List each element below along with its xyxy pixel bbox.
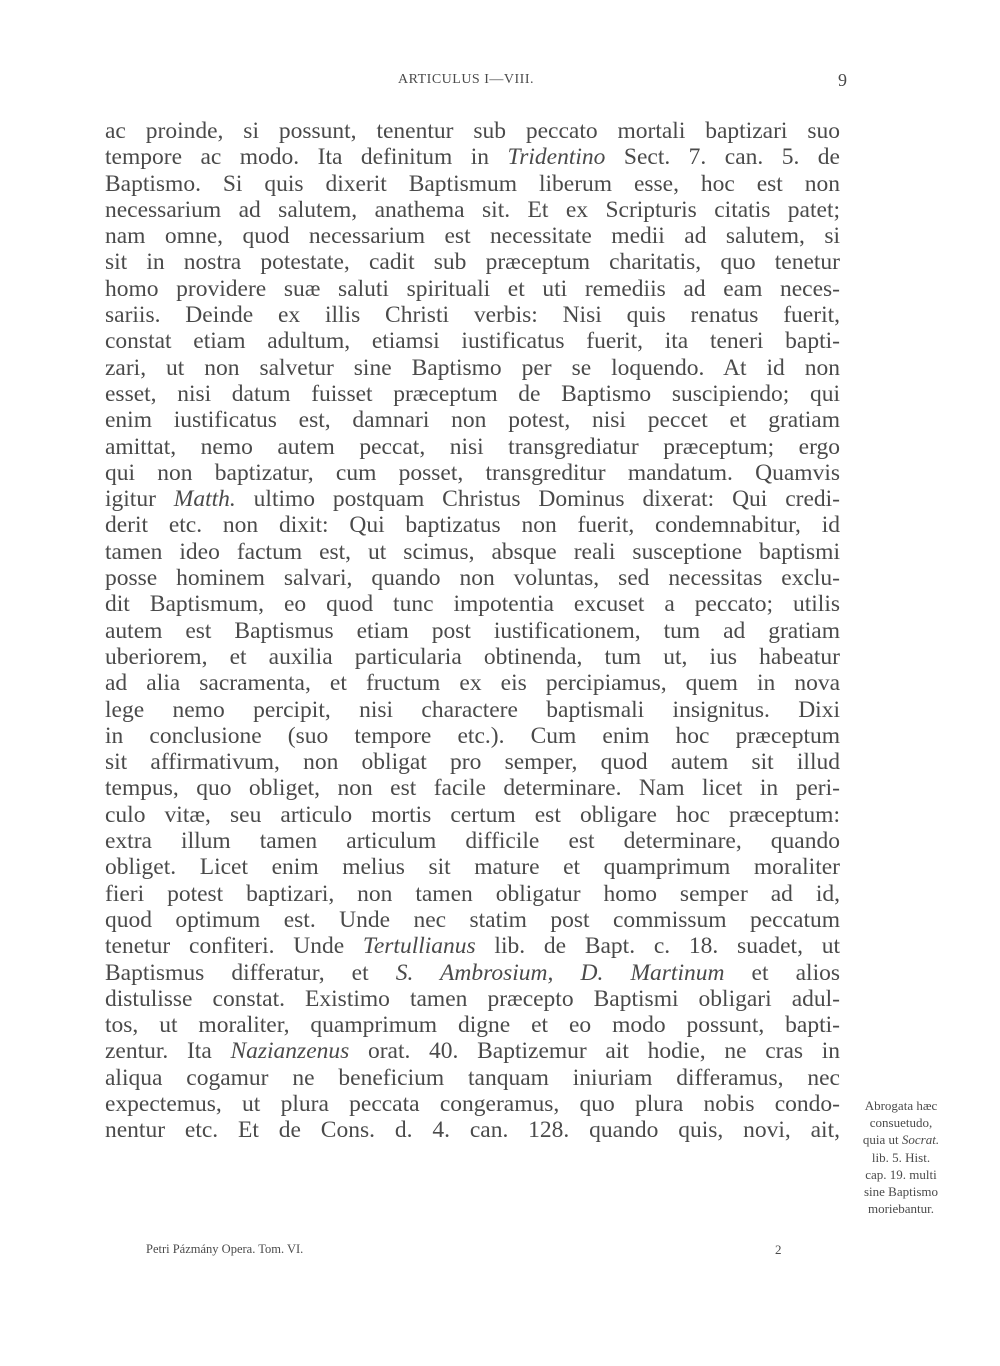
text-line: zentur. Ita Nazianzenus orat. 40. Baptizemur ait hodie, ne cras in [105,1038,840,1065]
text-line: Baptismo. Si quis dixerit Baptismum liberum esse, hoc est non [105,170,840,197]
running-title: ARTICULUS I—VIII. [398,72,534,87]
marginal-note-line: sine Baptismo [863,1183,939,1199]
marginal-note-line: consuetudo, [869,1115,933,1131]
text-line: constat etiam adultum, etiamsi iustificatus fuerit, ita teneri bapti- [105,328,840,355]
main-text [105,118,840,1144]
text-line: aliqua cogamur ne beneficium tanquam iniuriam differamus, nec [105,1064,840,1091]
text-line: igitur Matth. ultimo postquam Christus Dominus dixerat: Qui credi- [105,486,840,513]
marginal-note [846,1097,956,1217]
text-line: expectemus, ut plura peccata congeramus, quo plura nobis condo- [105,1090,840,1117]
text-line: culo vitæ, seu articulo mortis certum est obligare hoc præceptum: [105,801,840,828]
text-line: extra illum tamen articulum difficile est determinare, quando [105,828,840,855]
text-line: derit etc. non dixit: Qui baptizatus non fuerit, condemnabitur, id [105,512,840,539]
page-number: 9 [838,70,848,90]
page-footer [0,1242,1000,1262]
marginal-note-line: moriebantur. [867,1201,935,1217]
text-line: quod optimum est. Unde nec statim post commissum peccatum [105,906,840,933]
text-line: tos, ut moraliter, quamprimum digne et eo modo possunt, bapti- [105,1012,840,1039]
text-line: fieri potest baptizari, non tamen obligatur homo semper ad id, [105,880,840,907]
text-line: sit affirmativum, non obligat pro semper, quod autem sit illud [105,749,840,776]
text-line: distulisse constat. Existimo tamen præcepto Baptismi obligari adul- [105,985,840,1012]
text-line: autem est Baptismus etiam post iustificationem, tum ad gratiam [105,617,840,644]
text-line: esset, nisi datum fuisset præceptum de Baptismo suscipiendo; qui [105,380,840,407]
text-line: ad alia sacramenta, et fructum ex eis percipiamus, quem in nova [105,670,840,697]
text-line: homo providere suæ saluti spirituali et uti remediis ad eam neces- [105,275,840,302]
text-line: Baptismus differatur, et S. Ambrosium, D. Martinum et alios [105,959,840,986]
text-line: in conclusione (suo tempore etc.). Cum enim hoc præceptum [105,722,840,749]
marginal-note-line: cap. 19. multi [865,1166,937,1182]
text-line: sit in nostra potestate, cadit sub præceptum charitatis, quo tenetur [105,249,840,276]
text-line: nam omne, quod necessarium est necessitate medii ad salutem, si [105,223,840,250]
text-line: qui non baptizatur, cum posset, transgreditur mandatum. Quamvis [105,459,840,486]
text-line: tenetur confiteri. Unde Tertullianus lib. de Bapt. c. 18. suadet, ut [105,933,841,960]
text-line: obliget. Licet enim melius sit mature et quamprimum moraliter [105,854,840,881]
text-line: uberiorem, et auxilia particularia obtinenda, tum ut, ius habeatur [105,643,840,670]
text-line: tempus, quo obliget, non est facile determinare. Nam licet in peri- [105,775,840,802]
marginal-note-line: Abrogata hæc [864,1098,938,1113]
text-line: ac proinde, si possunt, tenentur sub peccato mortali baptizari suo [105,118,840,144]
text-line: lege nemo percipit, nisi charactere baptismali insignitus. Dixi [105,696,840,723]
text-line: tamen ideo factum est, ut scimus, absque reali susceptione baptismi [105,538,840,565]
text-line: sariis. Deinde ex illis Christi verbis: Nisi quis renatus fuerit, [105,302,840,329]
running-head [0,72,1000,96]
text-line: posse hominem salvari, quando non voluntas, sed necessitas exclu- [105,565,840,592]
text-line: tempore ac modo. Ita definitum in Tridentino Sect. 7. can. 5. de [105,144,840,171]
text-line: zari, ut non salvetur sine Baptismo per se loquendo. At id non [105,354,840,381]
text-line: nentur etc. Et de Cons. d. 4. can. 128. quando quis, novi, ait, [105,1117,840,1144]
sheet-number: 2 [775,1242,782,1257]
text-line: dit Baptismum, eo quod tunc impotentia excuset a peccato; utilis [105,591,840,618]
text-line: necessarium ad salutem, anathema sit. Et ex Scripturis citatis patet; [105,196,840,223]
marginal-note-line: quia ut Socrat. [862,1132,940,1148]
text-line: enim iustificatus est, damnari non potest, nisi peccet et gratiam [105,407,840,434]
marginal-note-line: lib. 5. Hist. [871,1149,931,1165]
text-line: amittat, nemo autem peccat, nisi transgrediatur præceptum; ergo [105,433,840,460]
signature-line: Petri Pázmány Opera. Tom. VI. [146,1242,304,1256]
